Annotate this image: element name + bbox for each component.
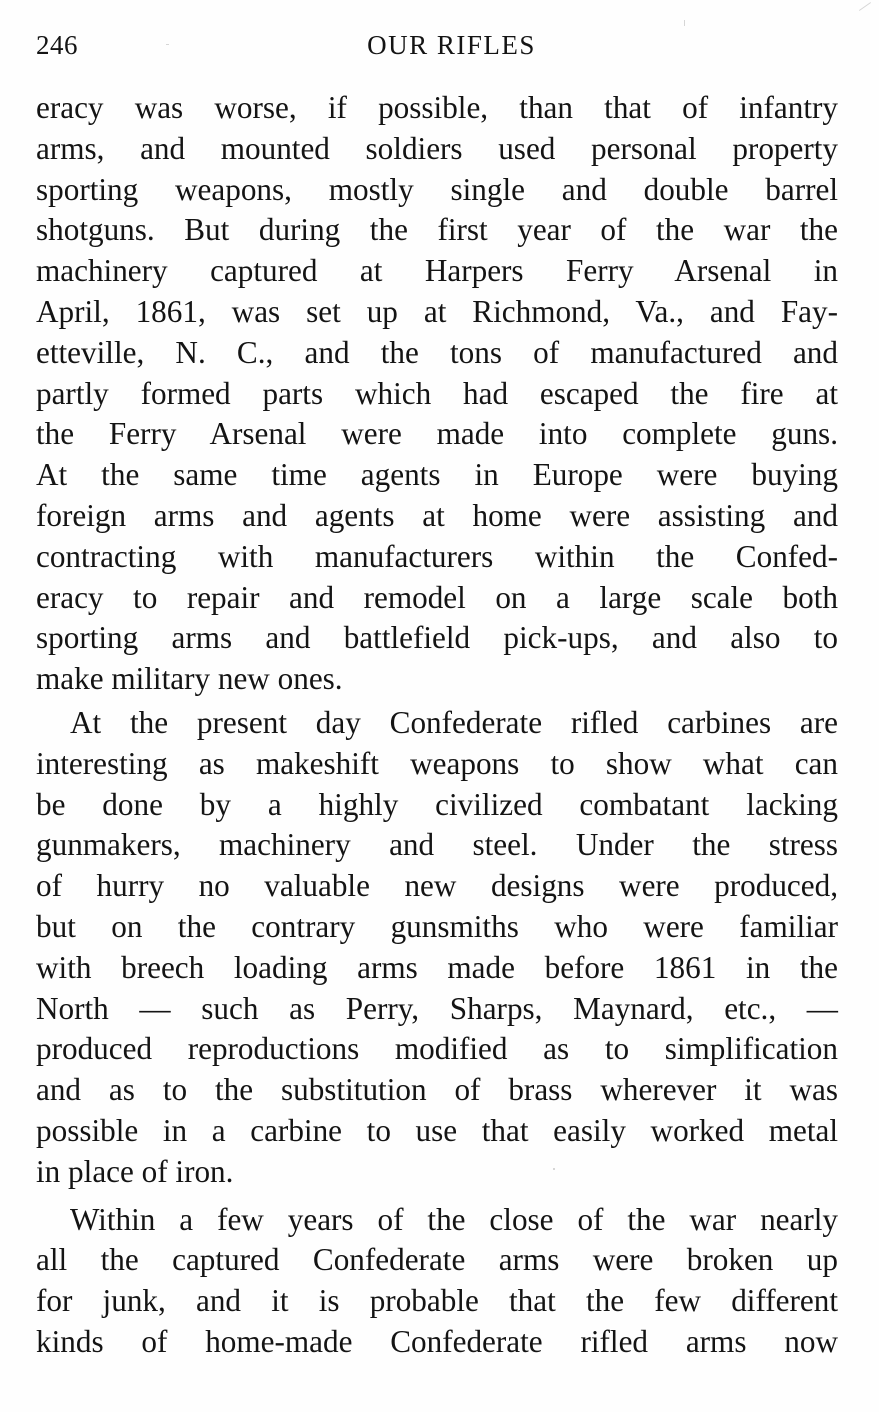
text-line: and as to the substitution of brass wherever it was xyxy=(36,1072,838,1108)
text-line: contracting with manufacturers within the Confed- xyxy=(36,538,838,574)
text-line: foreign arms and agents at home were assisting and xyxy=(36,497,838,533)
text-line: At the present day Confederate rifled carbines are xyxy=(70,704,838,740)
text-line: eracy was worse, if possible, than that of infantry xyxy=(36,90,838,125)
text-line: interesting as makeshift weapons to show what can xyxy=(36,745,838,781)
page-number: 246 xyxy=(36,30,78,60)
page-header xyxy=(36,30,837,70)
text-line: sporting weapons, mostly single and double barrel xyxy=(36,171,838,207)
paragraph-3 xyxy=(36,1200,838,1363)
text-line: eracy to repair and remodel on a large scale both xyxy=(36,579,838,615)
text-line: shotguns. But during the first year of the war the xyxy=(36,212,838,248)
scan-speck xyxy=(553,1168,555,1170)
scan-speck xyxy=(684,20,685,26)
text-line: the Ferry Arsenal were made into complete guns. xyxy=(36,416,838,452)
paragraph-2 xyxy=(36,703,838,1193)
text-line: in place of iron. xyxy=(36,1153,234,1189)
text-line: April, 1861, was set up at Richmond, Va., and Fay- xyxy=(36,293,838,329)
running-title: OUR RIFLES xyxy=(367,30,536,60)
text-line: kinds of home-made Confederate rifled arms now xyxy=(36,1323,838,1359)
text-line: arms, and mounted soldiers used personal property xyxy=(36,130,838,166)
scan-speck xyxy=(166,44,169,45)
text-line: machinery captured at Harpers Ferry Arsenal in xyxy=(36,253,838,289)
body-text xyxy=(36,88,838,1363)
text-line: produced reproductions modified as to simplification xyxy=(36,1031,838,1067)
text-line: for junk, and it is probable that the few different xyxy=(36,1283,838,1319)
text-line: all the captured Confederate arms were broken up xyxy=(36,1242,838,1278)
text-line: North — such as Perry, Sharps, Maynard, etc., — xyxy=(36,990,838,1026)
scan-speck xyxy=(859,2,871,11)
paragraph-1 xyxy=(36,88,838,700)
text-line: etteville, N. C., and the tons of manufactured and xyxy=(36,334,838,370)
text-line: At the same time agents in Europe were buying xyxy=(36,457,838,493)
text-line: of hurry no valuable new designs were produced, xyxy=(36,868,838,904)
text-line: be done by a highly civilized combatant lacking xyxy=(36,786,838,822)
text-line: gunmakers, machinery and steel. Under the stress xyxy=(36,827,838,863)
text-line: sporting arms and battlefield pick-ups, and also to xyxy=(36,620,838,656)
text-line: make military new ones. xyxy=(36,661,343,697)
text-line: possible in a carbine to use that easily worked metal xyxy=(36,1112,838,1148)
text-line: with breech loading arms made before 1861 in the xyxy=(36,949,838,985)
text-line: but on the contrary gunsmiths who were familiar xyxy=(36,908,838,944)
text-line: partly formed parts which had escaped the fire at xyxy=(36,375,838,411)
text-line: Within a few years of the close of the war nearly xyxy=(70,1201,838,1237)
